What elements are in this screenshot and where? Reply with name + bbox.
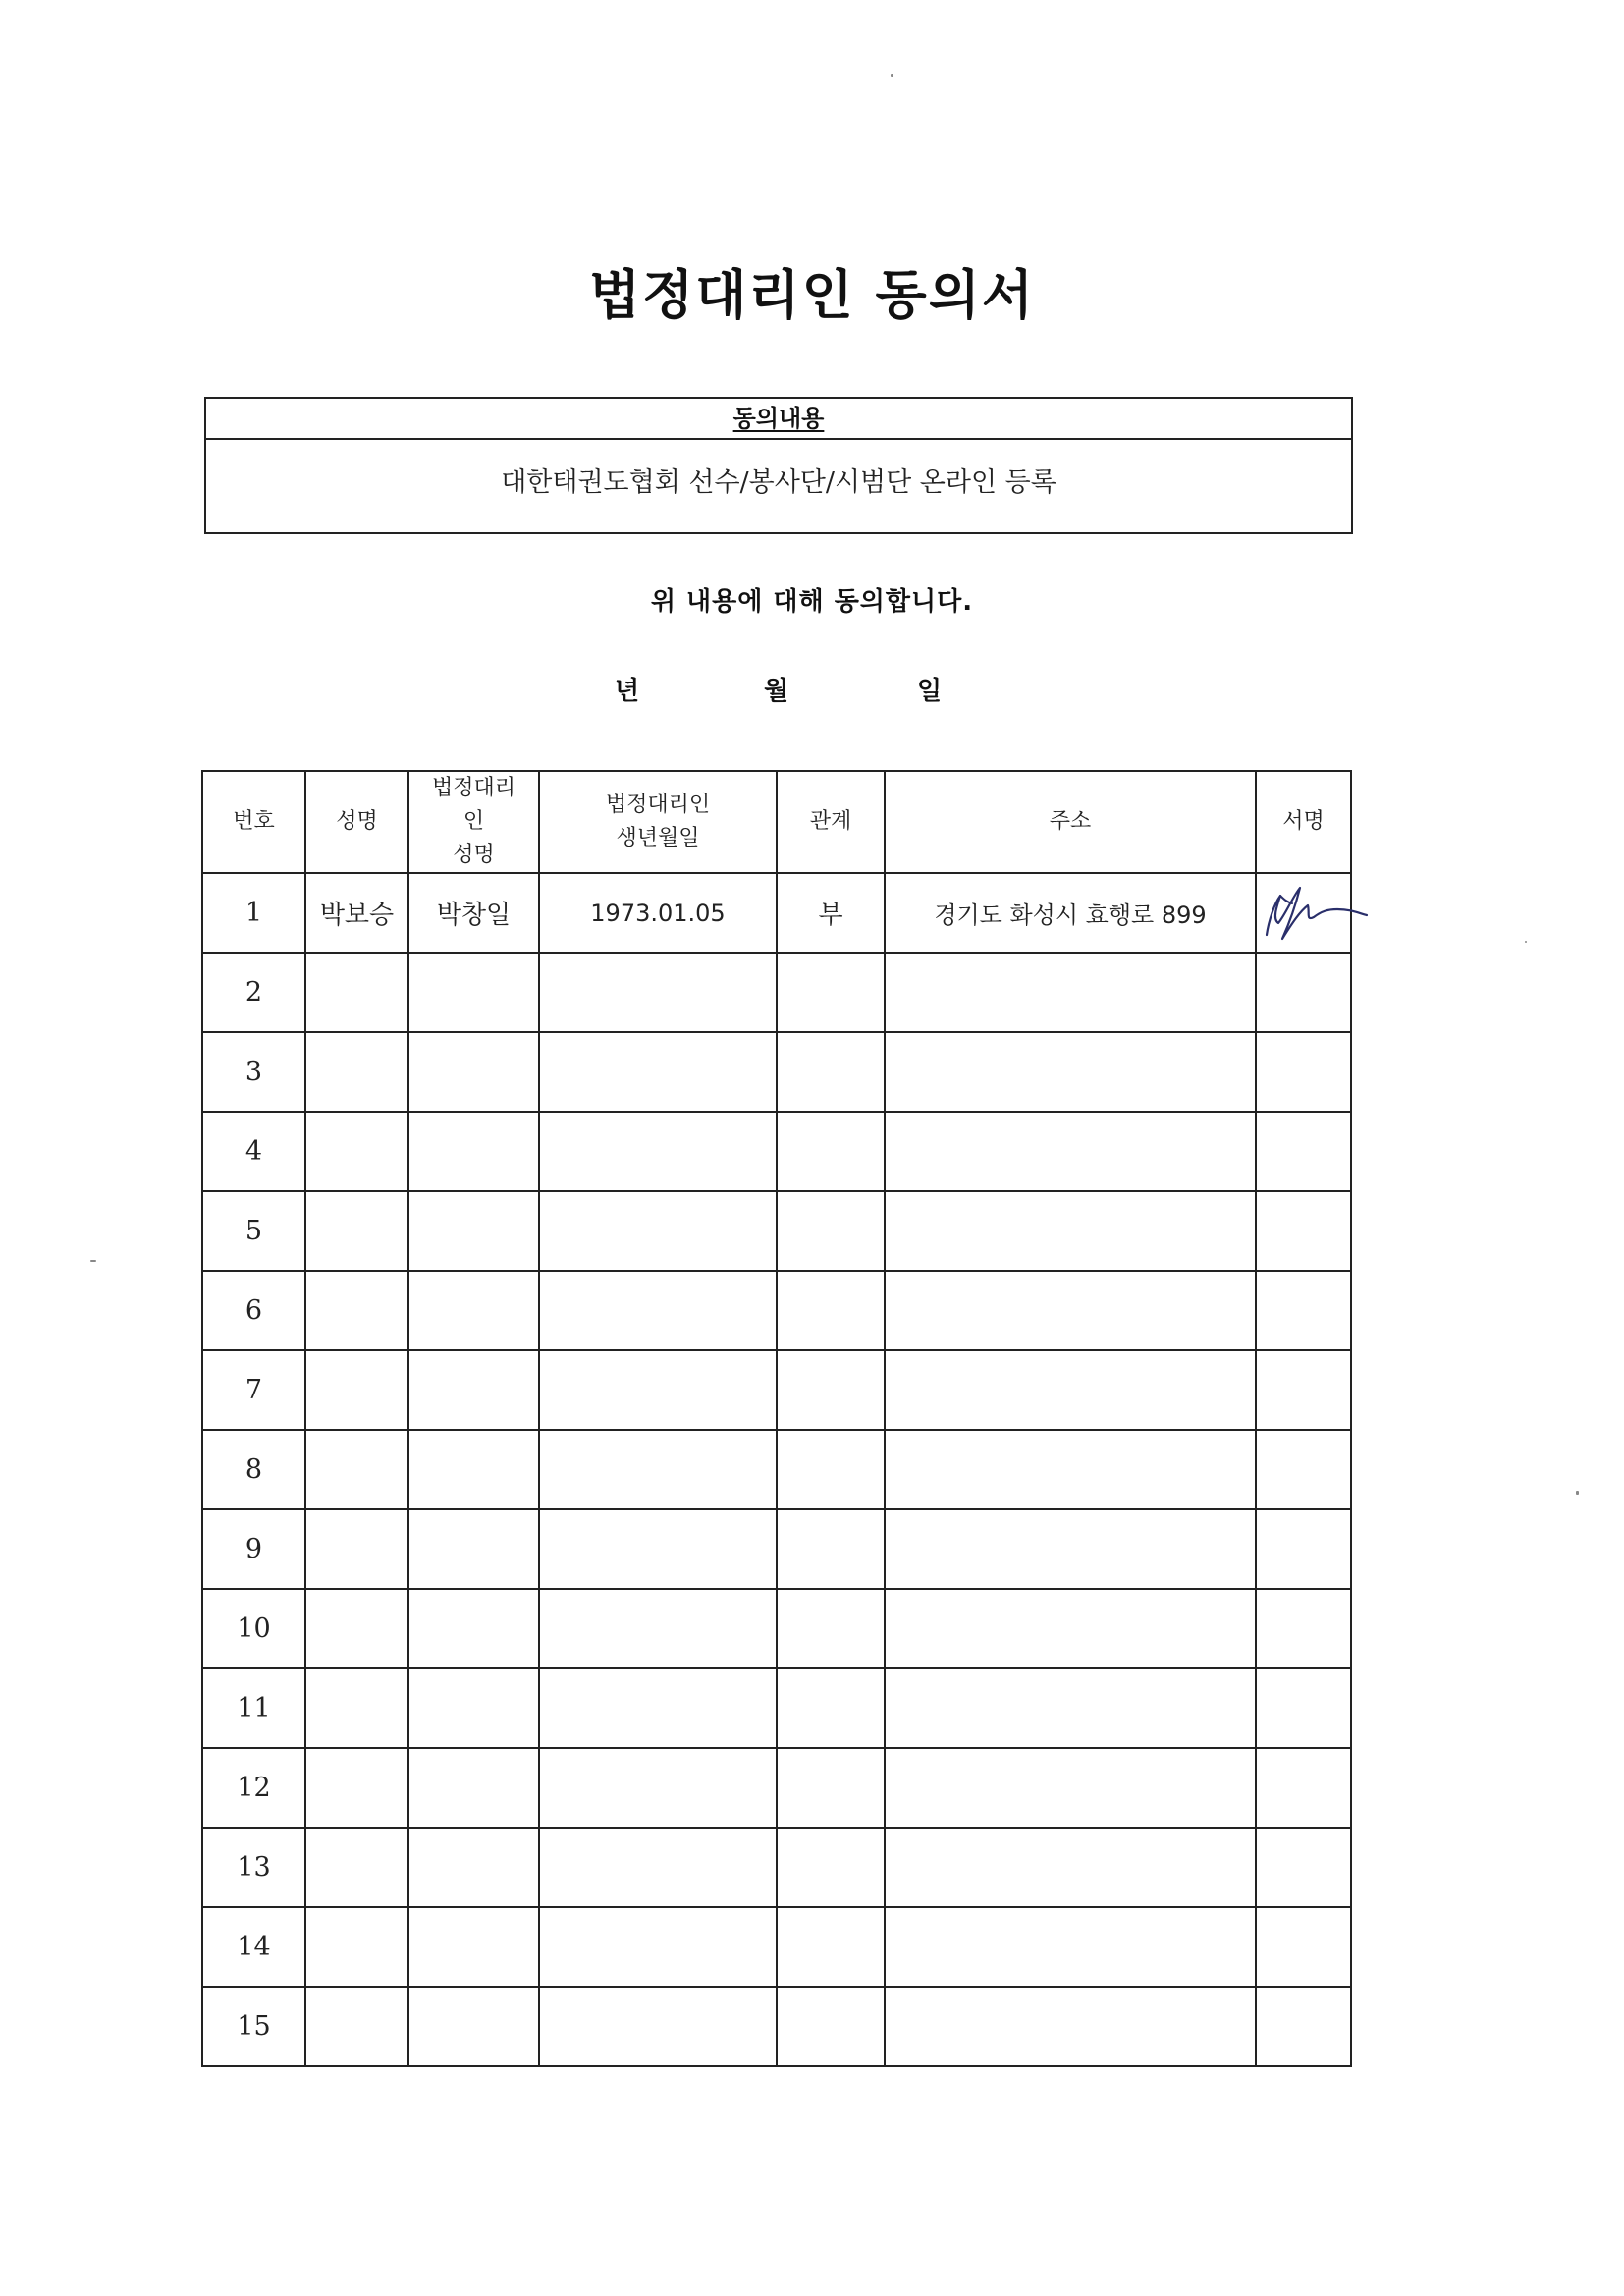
cell-number: 8 (202, 1430, 305, 1509)
table-row (202, 1589, 1351, 1668)
header-guardian-name-line1: 법정대리 (431, 776, 515, 800)
cell-number: 3 (202, 1032, 305, 1112)
cell-number: 5 (202, 1191, 305, 1271)
cell-address (885, 1907, 1256, 1987)
cell-address (885, 1589, 1256, 1668)
cell-number: 9 (202, 1509, 305, 1589)
table-row (202, 1828, 1351, 1907)
cell-name (305, 1112, 408, 1191)
date-year-label: 년 (615, 677, 640, 706)
consent-box (204, 397, 1353, 534)
cell-number: 2 (202, 953, 305, 1032)
header-signature: 서명 (1256, 771, 1351, 873)
cell-name (305, 953, 408, 1032)
cell-address (885, 1987, 1256, 2066)
cell-relation (777, 1907, 885, 1987)
cell-address (885, 1112, 1256, 1191)
cell-guardian-dob (539, 1271, 777, 1350)
cell-address (885, 1271, 1256, 1350)
scan-speck (891, 74, 893, 77)
cell-name (305, 1828, 408, 1907)
page-title: 법정대리인 동의서 (588, 263, 1036, 326)
consent-body: 대한태권도협회 선수/봉사단/시범단 온라인 등록 (501, 467, 1056, 498)
cell-signature (1256, 1350, 1351, 1430)
cell-address (885, 1828, 1256, 1907)
cell-guardian-name (408, 1748, 539, 1828)
cell-number: 14 (202, 1907, 305, 1987)
cell-relation (777, 1668, 885, 1748)
cell-number: 13 (202, 1828, 305, 1907)
table-row (202, 1509, 1351, 1589)
cell-relation (777, 1271, 885, 1350)
cell-relation (777, 1828, 885, 1907)
cell-guardian-dob (539, 1112, 777, 1191)
table-row (202, 1748, 1351, 1828)
cell-guardian-name (408, 1112, 539, 1191)
cell-guardian-name (408, 1828, 539, 1907)
cell-name (305, 1350, 408, 1430)
cell-signature (1256, 1907, 1351, 1987)
table-row (202, 1032, 1351, 1112)
cell-signature (1256, 1430, 1351, 1509)
cell-name (305, 1748, 408, 1828)
scan-speck (1576, 1491, 1579, 1495)
header-relation: 관계 (777, 771, 885, 873)
cell-guardian-dob (539, 1987, 777, 2066)
cell-name (305, 1032, 408, 1112)
cell-relation (777, 1748, 885, 1828)
cell-name (305, 1430, 408, 1509)
cell-signature (1256, 1112, 1351, 1191)
cell-name (305, 1509, 408, 1589)
cell-signature (1256, 953, 1351, 1032)
table-row (202, 873, 1351, 953)
cell-signature (1256, 1589, 1351, 1668)
cell-address (885, 1350, 1256, 1430)
scan-speck (90, 1260, 96, 1262)
cell-guardian-dob (539, 1668, 777, 1748)
cell-relation (777, 1191, 885, 1271)
header-address: 주소 (885, 771, 1256, 873)
header-number: 번호 (202, 771, 305, 873)
cell-guardian-dob (539, 1509, 777, 1589)
cell-guardian-dob: 1973.01.05 (539, 873, 777, 953)
cell-name: 박보승 (305, 873, 408, 953)
cell-signature (1256, 1987, 1351, 2066)
cell-guardian-name (408, 1987, 539, 2066)
cell-guardian-name (408, 953, 539, 1032)
cell-address (885, 1748, 1256, 1828)
cell-relation (777, 1112, 885, 1191)
cell-name (305, 1987, 408, 2066)
cell-guardian-dob (539, 953, 777, 1032)
table-row (202, 1987, 1351, 2066)
cell-guardian-dob (539, 1589, 777, 1668)
cell-relation (777, 1430, 885, 1509)
cell-address (885, 1191, 1256, 1271)
header-name: 성명 (305, 771, 408, 873)
cell-guardian-name (408, 1032, 539, 1112)
cell-number: 6 (202, 1271, 305, 1350)
table-header-row (202, 771, 1351, 873)
cell-address (885, 1430, 1256, 1509)
scan-speck (1525, 941, 1527, 943)
cell-relation: 부 (777, 873, 885, 953)
cell-address (885, 1032, 1256, 1112)
table-row (202, 1668, 1351, 1748)
cell-guardian-dob (539, 1191, 777, 1271)
header-guardian-dob-line1: 법정대리인 (605, 793, 711, 817)
cell-number: 15 (202, 1987, 305, 2066)
cell-guardian-dob (539, 1748, 777, 1828)
table-row (202, 953, 1351, 1032)
header-guardian-dob-line2: 생년월일 (616, 826, 700, 850)
header-guardian-name-line2: 인 (462, 809, 485, 834)
cell-guardian-name (408, 1271, 539, 1350)
cell-signature (1256, 1191, 1351, 1271)
agreement-statement: 위 내용에 대해 동의합니다. (650, 587, 974, 617)
table-row (202, 1907, 1351, 1987)
header-guardian-name-line3: 성명 (453, 843, 495, 867)
cell-guardian-name (408, 1350, 539, 1430)
cell-guardian-dob (539, 1430, 777, 1509)
header-guardian-name (408, 771, 539, 873)
cell-number: 12 (202, 1748, 305, 1828)
cell-guardian-name (408, 1191, 539, 1271)
handwritten-signature (1257, 874, 1384, 952)
cell-name (305, 1191, 408, 1271)
cell-relation (777, 1350, 885, 1430)
header-guardian-dob (539, 771, 777, 873)
cell-signature (1256, 873, 1351, 953)
cell-number: 7 (202, 1350, 305, 1430)
cell-guardian-dob (539, 1350, 777, 1430)
cell-name (305, 1271, 408, 1350)
cell-guardian-name (408, 1907, 539, 1987)
cell-guardian-dob (539, 1032, 777, 1112)
cell-guardian-name (408, 1430, 539, 1509)
cell-number: 1 (202, 873, 305, 953)
cell-relation (777, 1032, 885, 1112)
cell-relation (777, 953, 885, 1032)
cell-guardian-name (408, 1589, 539, 1668)
cell-address: 경기도 화성시 효행로 899 (885, 873, 1256, 953)
table-row (202, 1191, 1351, 1271)
cell-address (885, 953, 1256, 1032)
cell-number: 4 (202, 1112, 305, 1191)
table-row (202, 1430, 1351, 1509)
cell-relation (777, 1987, 885, 2066)
cell-signature (1256, 1668, 1351, 1748)
cell-name (305, 1668, 408, 1748)
cell-name (305, 1907, 408, 1987)
consent-header (206, 399, 1351, 440)
cell-signature (1256, 1828, 1351, 1907)
table-row (202, 1112, 1351, 1191)
date-month-label: 월 (764, 677, 789, 706)
cell-guardian-name: 박창일 (408, 873, 539, 953)
cell-number: 10 (202, 1589, 305, 1668)
cell-guardian-name (408, 1509, 539, 1589)
cell-number: 11 (202, 1668, 305, 1748)
cell-signature (1256, 1509, 1351, 1589)
table-body (202, 873, 1351, 2066)
cell-signature (1256, 1032, 1351, 1112)
cell-address (885, 1668, 1256, 1748)
date-day-label: 일 (917, 677, 943, 706)
cell-signature (1256, 1748, 1351, 1828)
cell-address (885, 1509, 1256, 1589)
cell-relation (777, 1589, 885, 1668)
cell-guardian-dob (539, 1907, 777, 1987)
cell-guardian-dob (539, 1828, 777, 1907)
cell-guardian-name (408, 1668, 539, 1748)
cell-relation (777, 1509, 885, 1589)
consent-header-label: 동의내용 (732, 405, 825, 432)
table-row (202, 1350, 1351, 1430)
registration-table (201, 770, 1352, 2067)
cell-name (305, 1589, 408, 1668)
cell-signature (1256, 1271, 1351, 1350)
table-row (202, 1271, 1351, 1350)
